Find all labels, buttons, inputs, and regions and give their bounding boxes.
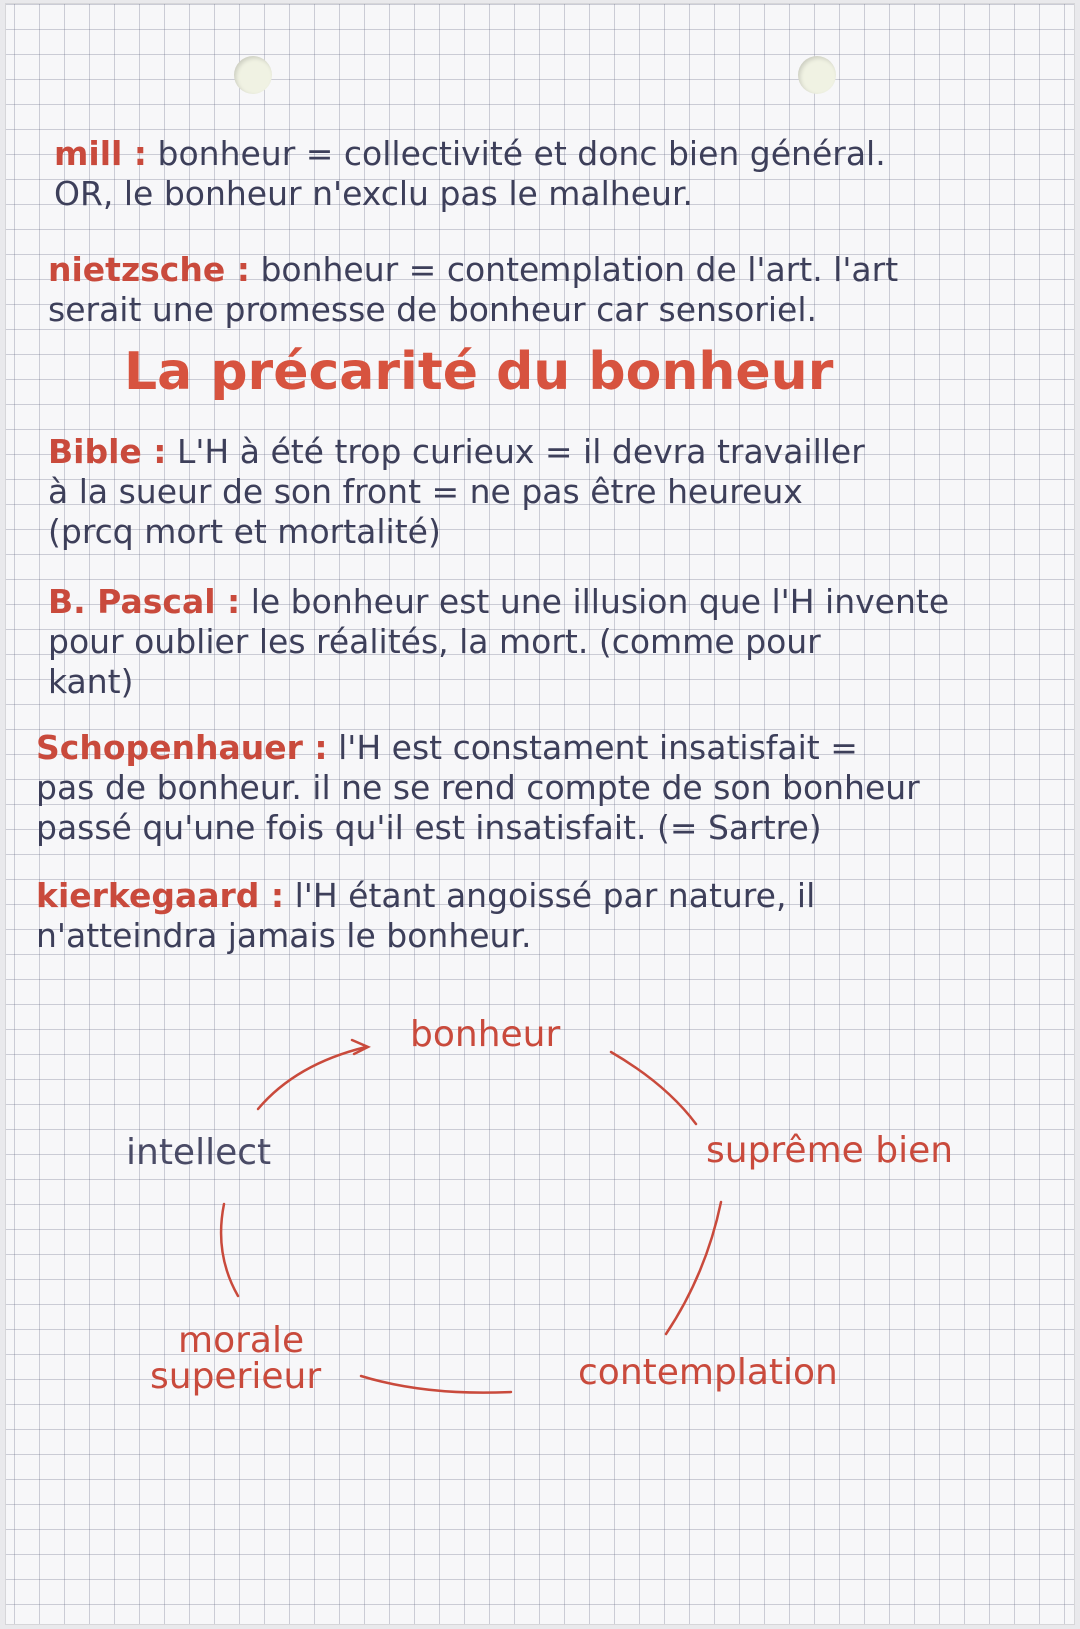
note-line: le bonheur est une illusion que l'H invente bbox=[250, 582, 950, 621]
section-title: La précarité du bonheur bbox=[124, 342, 834, 402]
note-line: bonheur = collectivité et donc bien général. bbox=[157, 134, 886, 173]
note-line: (prcq mort et mortalité) bbox=[48, 512, 441, 551]
note-line: pas de bonheur. il ne se rend compte de son bonheur bbox=[36, 768, 920, 807]
cycle-label-supreme-bien: suprême bien bbox=[706, 1130, 954, 1171]
author-name: Bible : bbox=[48, 432, 167, 471]
cycle-label-superieur: superieur bbox=[150, 1356, 322, 1397]
author-name: kierkegaard : bbox=[36, 876, 285, 915]
note-line: pour oublier les réalités, la mort. (comme pour bbox=[48, 622, 821, 661]
note-line: à la sueur de son front = ne pas être heureux bbox=[48, 472, 803, 511]
note-line: kant) bbox=[48, 662, 134, 701]
note-line: n'atteindra jamais le bonheur. bbox=[36, 916, 532, 955]
note-line: OR, le bonheur n'exclu pas le malheur. bbox=[54, 174, 693, 213]
note-line: serait une promesse de bonheur car sensoriel. bbox=[48, 290, 818, 329]
author-name: nietzsche : bbox=[48, 250, 250, 289]
cycle-label-intellect: intellect bbox=[126, 1132, 272, 1173]
note-line: l'H étant angoissé par nature, il bbox=[294, 876, 816, 915]
note-line: L'H à été trop curieux = il devra travailler bbox=[176, 432, 865, 471]
cycle-label-contemplation: contemplation bbox=[578, 1352, 838, 1393]
arc-morale-to-intellect bbox=[221, 1204, 238, 1296]
arrowhead bbox=[352, 1040, 368, 1054]
arc-bonheur-to-supreme bbox=[611, 1052, 696, 1124]
cycle-label-bonheur: bonheur bbox=[410, 1014, 561, 1055]
author-name: mill : bbox=[54, 134, 148, 173]
grid-paper-sheet bbox=[6, 4, 1074, 1624]
arc-supreme-to-contemplation bbox=[666, 1202, 721, 1334]
author-name: Schopenhauer : bbox=[36, 728, 328, 767]
cycle-label-morale: morale bbox=[178, 1320, 305, 1361]
arrow-intellect-to-bonheur bbox=[258, 1047, 366, 1109]
note-line: l'H est constament insatisfait = bbox=[338, 728, 858, 767]
note-line: bonheur = contemplation de l'art. l'art bbox=[260, 250, 899, 289]
arc-contemplation-to-morale bbox=[361, 1376, 511, 1393]
author-name: B. Pascal : bbox=[48, 582, 241, 621]
note-line: passé qu'une fois qu'il est insatisfait. (= Sartre) bbox=[36, 808, 822, 847]
